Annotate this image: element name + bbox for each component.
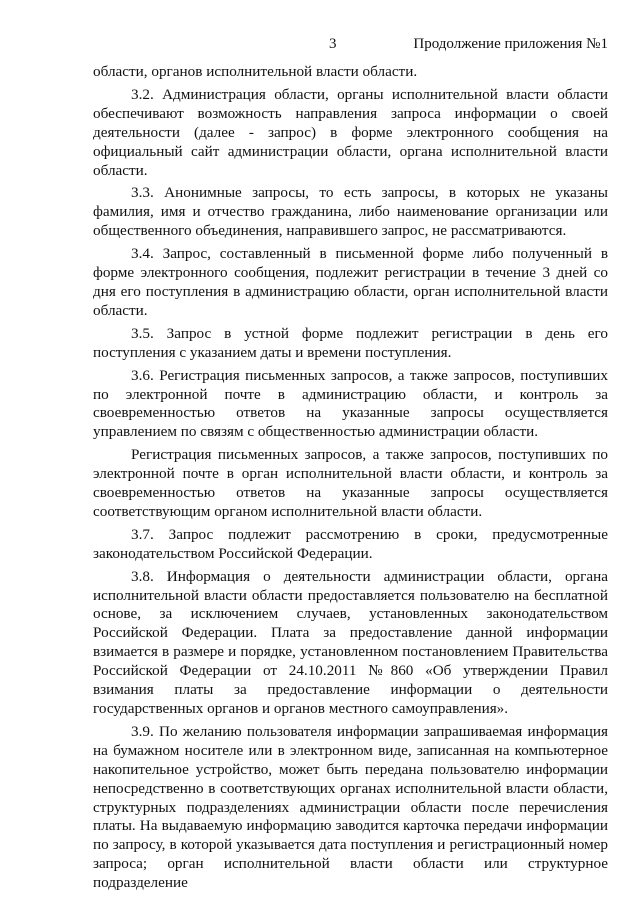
paragraph-3-8: 3.8. Информация о деятельности администрации области, органа исполнительной власти области предоставляется пользователю на бесплатной основе, за исключением случаев, установленных законодательством Российской Федерации. Плата за предоставление данной информации взимается в размере и порядке, установленном постановлением Правительства Российской Федерации от 24.10.2011 №860 «Об утверждении Правил взимания платы за предоставление информации о деятельности государственных органов и органов местного самоуправления». (93, 567, 608, 717)
document-body (93, 63, 608, 897)
page-header (93, 36, 608, 56)
page-number: 3 (329, 36, 337, 52)
paragraph-3-5: 3.5. Запрос в устной форме подлежит регистрации в день его поступления с указанием даты и времени поступления. (93, 324, 608, 361)
paragraph-3-6: 3.6. Регистрация письменных запросов, а также запросов, поступивших по электронной почте в администрацию области, и контроль за своевременностью ответов на указанные запросы осуществляется управлением по связям с общественностью администрации области. (93, 366, 608, 441)
paragraph-3-4: 3.4. Запрос, составленный в письменной форме либо полученный в форме электронного сообщения, подлежит регистрации в течение 3 дней со дня его поступления в администрацию области, орган исполнительной власти области. (93, 245, 608, 319)
paragraph-3-3: 3.3. Анонимные запросы, то есть запросы, в которых не указаны фамилия, имя и отчество гражданина, либо наименование организации или общественного объединения, направившего запрос, не рассматриваются. (93, 184, 608, 240)
paragraph-3-7: 3.7. Запрос подлежит рассмотрению в сроки, предусмотренные законодательством Российской Федерации. (93, 525, 608, 562)
paragraph-3-6-continued: Регистрация письменных запросов, а также запросов, поступивших по электронной почте в орган исполнительной власти области, и контроль за своевременностью ответов на указанные запросы осуществляется соответствующим органом исполнительной власти области. (93, 446, 608, 520)
paragraph-continuation: области, органов исполнительной власти области. (93, 63, 418, 80)
paragraph-3-2: 3.2. Администрация области, органы исполнительной власти области обеспечивают возможность направления запроса информации о своей деятельности (далее - запрос) в форме электронного сообщения на официальный сайт администрации области, органа исполнительной власти области. (93, 85, 608, 179)
paragraph-3-9: 3.9. По желанию пользователя информации запрашиваемая информация на бумажном носителе или в электронном виде, записанная на компьютерное накопительное устройство, может быть передана пользователю информации непосредственно в соответствующих органах исполнительной власти области, структурных подразделениях администрации области после перечисления платы. На выдаваемую информацию заводится карточка передачи информации по запросу, в которой указывается дата поступления и регистрационный номер запроса; орган исполнительной власти области или структурное подразделение (93, 722, 608, 892)
annex-label: Продолжение приложения №1 (413, 36, 608, 52)
